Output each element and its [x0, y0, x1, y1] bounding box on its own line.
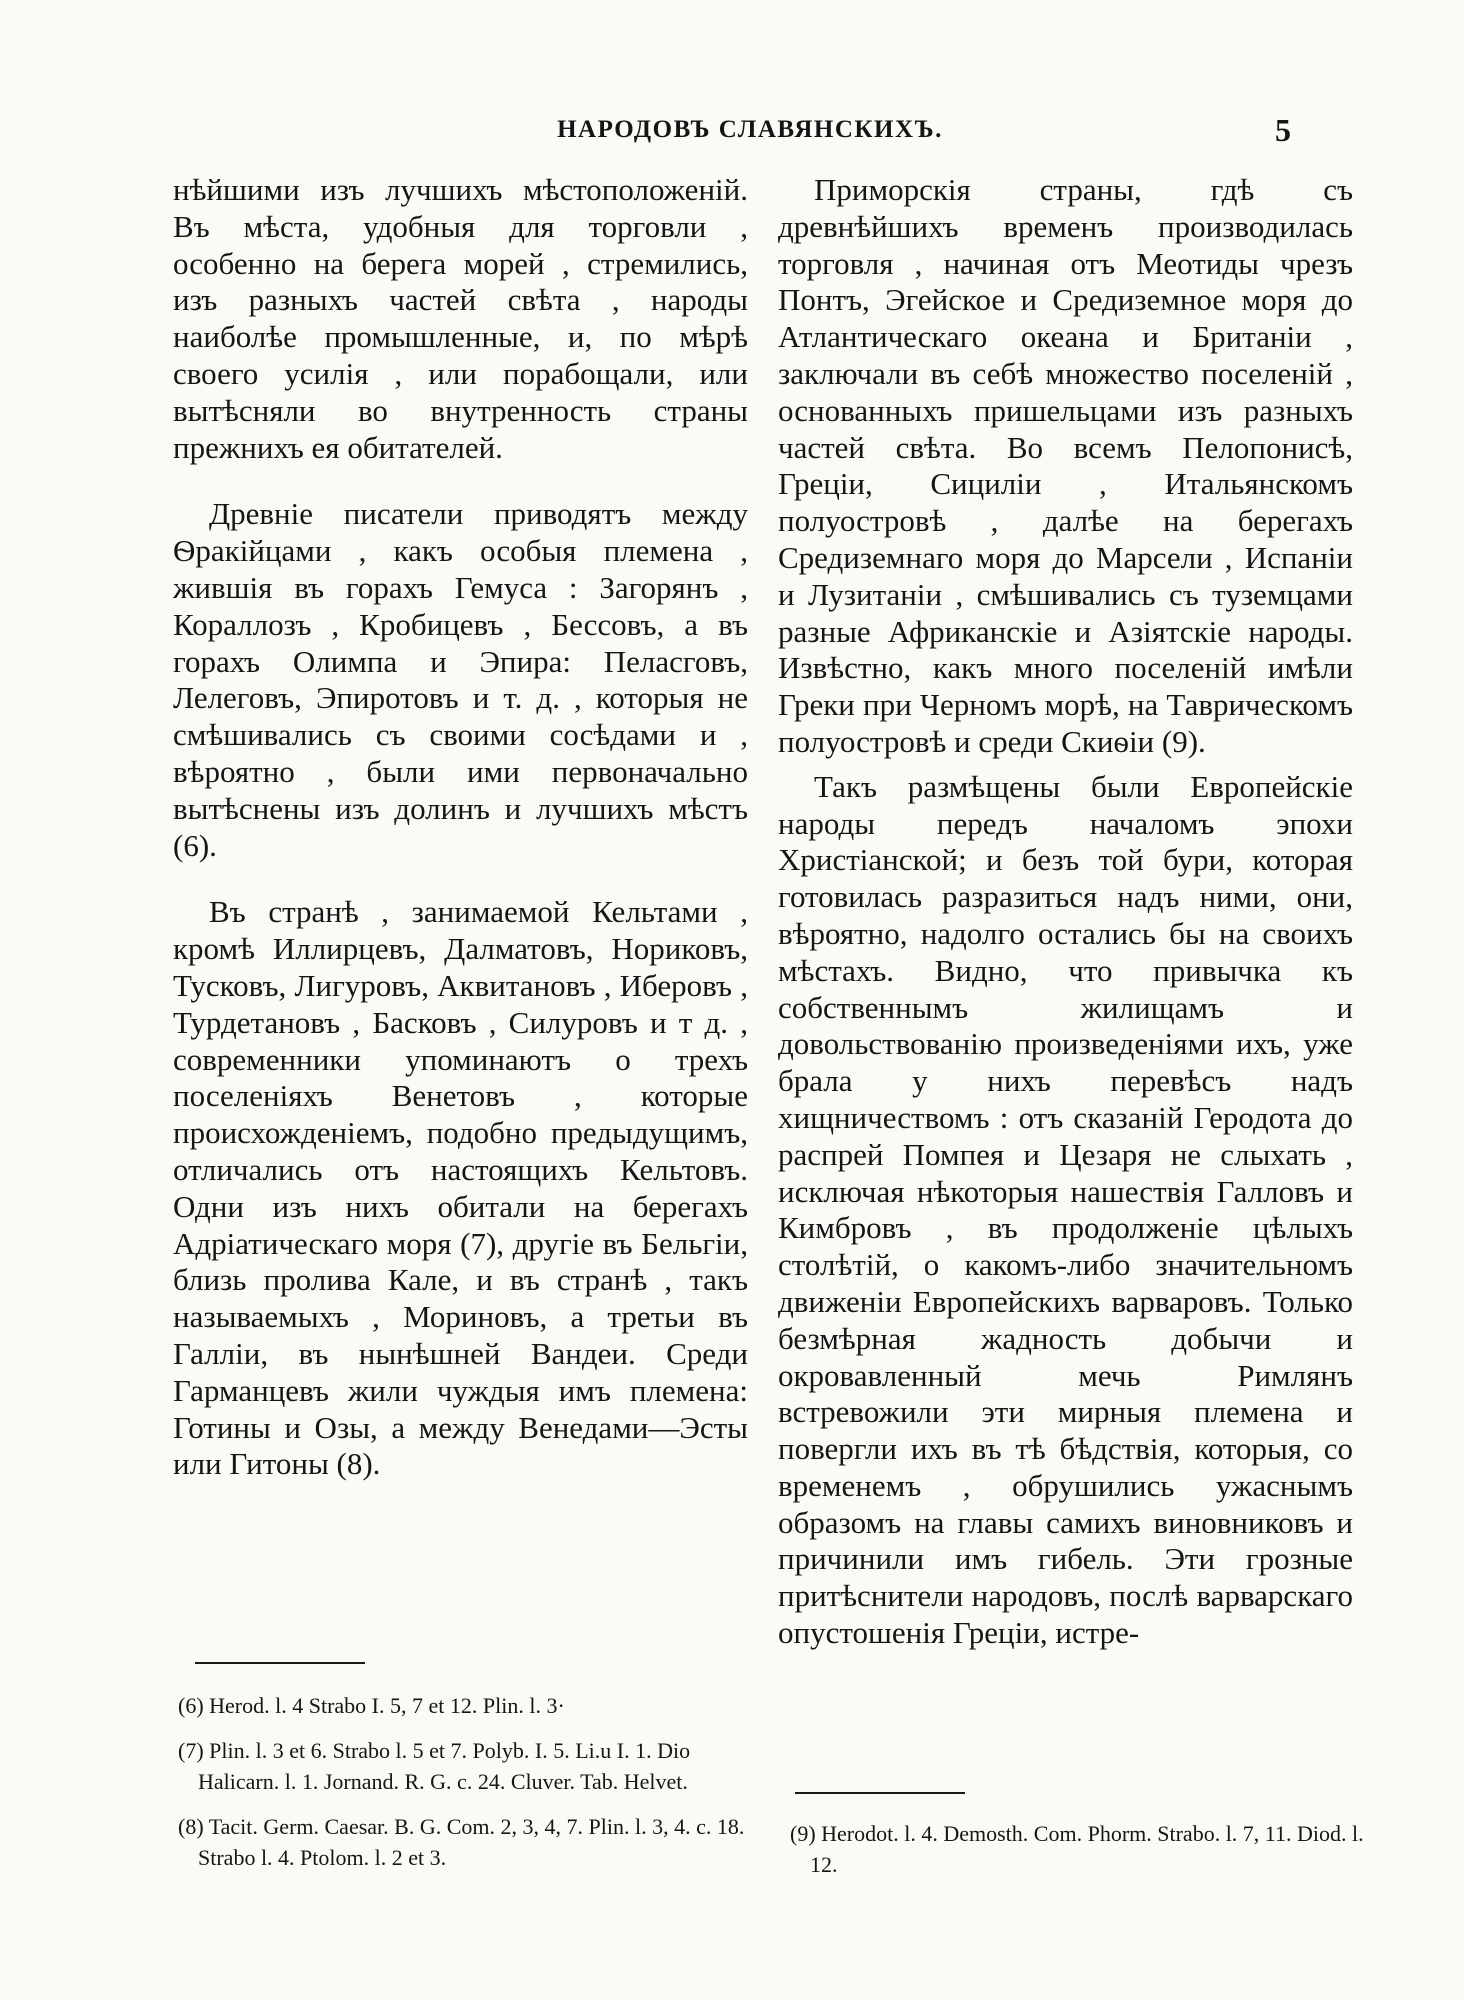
footnote: (9) Herodot. l. 4. Demosth. Com. Phorm. Strabo. l. 7, 11. Diod. l. 12. [790, 1821, 1364, 1877]
footnote: (6) Herod. l. 4 Strabo I. 5, 7 et 12. Plin. l. 3· [178, 1693, 565, 1718]
paragraph: нѣйшими изъ лучшихъ мѣстоположеній. Въ мѣста, удобныя для торговли , особенно на берега морей , стремились, изъ разныхъ частей свѣта , народы наиболѣе промышленные, и, по мѣрѣ своего усилія , или порабощали, или вытѣсняли во внутренность страны прежнихъ ея обитателей. [173, 172, 748, 465]
paragraph: Приморскія страны, гдѣ съ древнѣйшихъ временъ производилась торговля , начиная отъ Меотиды чрезъ Понтъ, Эгейское и Средиземное моря до Атлантическаго океана и Британіи , заключали въ себѣ множество поселеній , основанныхъ пришельцами изъ разныхъ частей свѣта. Во всемъ Пелопонисѣ, Греціи, Сициліи , Итальянскомъ полуостровѣ , далѣе на берегахъ Средиземнаго моря до Марсели , Испаніи и Лузитаніи , смѣшивались съ туземцами разные Африканскіе и Азіятскіе народы. Извѣстно, какъ много поселеній имѣли Греки при Черномъ морѣ, на Таврическомъ полуостровѣ и среди Скиѳіи (9). [778, 172, 1353, 759]
paragraph: Древніе писатели приводятъ между Ѳракійцами , какъ особыя племена , жившія въ горахъ Гемуса : Загорянъ , Кораллозъ , Кробицевъ , Бессовъ, а въ горахъ Олимпа и Эпира: Пеласговъ, Лелеговъ, Эпиротовъ и т. д. , которыя не смѣшивались съ своими сосѣдами и , вѣроятно , были ими первоначально вытѣснены изъ долинъ и лучшихъ мѣстъ (6). [173, 496, 748, 863]
paragraph: Въ странѣ , занимаемой Кельтами , кромѣ Иллирцевъ, Далматовъ, Нориковъ, Тусковъ, Лигуровъ, Аквитановъ , Иберовъ , Турдетановъ , Басковъ , Силуровъ и т д. , современники упоминаютъ о трехъ поселеніяхъ Венетовъ , которые происхожденіемъ, подобно предыдущимъ, отличались отъ настоящихъ Кельтовъ. Одни изъ нихъ обитали на берегахъ Адріатическаго моря (7), другіе въ Бельгіи, близь пролива Кале, и въ странѣ , такъ называемыхъ , Мориновъ, а третьи въ Галліи, въ нынѣшней Вандеи. Среди Гарманцевъ жили чуждыя имъ племена: Готины и Озы, а между Венедами—Эсты или Гитоны (8). [173, 894, 748, 1482]
left-column [173, 172, 748, 1483]
right-footnotes [790, 1818, 1365, 1880]
footnote-rule [195, 1662, 365, 1664]
footnote: (7) Plin. l. 3 et 6. Strabo l. 5 et 7. Polyb. I. 5. Li.u I. 1. Dio Halicarn. l. 1. Jornand. R. G. c. 24. Cluver. Tab. Helvet. [178, 1738, 691, 1794]
left-footnotes [178, 1690, 753, 1873]
footnote-rule [795, 1792, 965, 1794]
right-column [778, 172, 1353, 1652]
footnote: (8) Tacit. Germ. Caesar. B. G. Com. 2, 3, 4, 7. Plin. l. 3, 4. c. 18. Strabo l. 4. Ptolom. l. 2 et 3. [178, 1814, 745, 1870]
page-number: 5 [1275, 112, 1291, 148]
running-title: НАРОДОВЪ СЛАВЯНСКИХЪ. [557, 116, 943, 143]
paragraph: Такъ размѣщены были Европейскіе народы передъ началомъ эпохи Христіанской; и безъ той бури, которая готовилась разразиться надъ ними, они, вѣроятно, надолго остались бы на своихъ мѣстахъ. Видно, что привычка къ собственнымъ жилищамъ и довольствованію произведеніями ихъ, уже брала у нихъ перевѣсъ надъ хищничествомъ : отъ сказаній Геродота до распрей Помпея и Цезаря не слыхать , исключая нѣкоторыя нашествія Галловъ и Кимбровъ , въ продолженіе цѣлыхъ столѣтій, о какомъ-либо значительномъ движеніи Европейскихъ варваровъ. Только безмѣрная жадность добычи и окровавленный мечь Римлянъ встревожили эти мирныя племена и повергли ихъ въ тѣ бѣдствія, которыя, со временемъ , обрушились ужаснымъ образомъ на главы самихъ виновниковъ и причинили имъ гибель. Эти грозные притѣснители народовъ, послѣ варварскаго опустошенія Греціи, истре- [778, 768, 1353, 1651]
